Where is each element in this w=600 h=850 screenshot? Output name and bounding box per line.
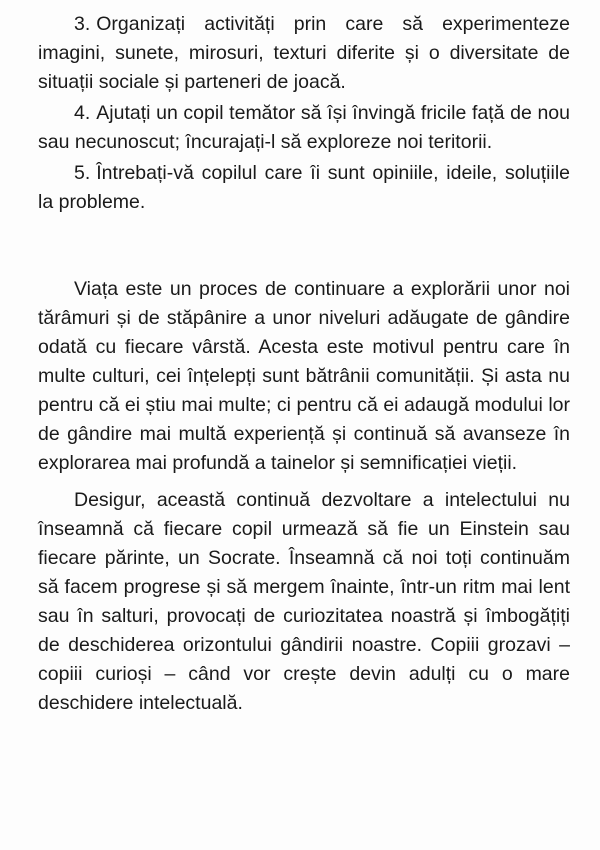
body-text <box>38 275 570 726</box>
list-number: 3. <box>74 13 91 35</box>
paragraph-intellect-development: Desigur, această continuă dezvoltare a intelectului nu înseamnă că fiecare copil urmează să fie un Einstein sau fiecare părinte, un Socrate. Înseamnă că noi toți continuăm să facem progrese și să mergem înainte, într-un ritm mai lent sau în salturi, provocați de curiozitatea noastră și îmbogățiți de deschiderea orizontului gândirii noastre. Copiii grozavi – copiii curioși – când vor crește devin adulți cu o mare deschidere intelectuală. <box>38 489 570 714</box>
list-number: 5. <box>74 162 91 184</box>
list-item-3 <box>38 10 570 97</box>
list-text: Organizați activități prin care să experimenteze imagini, sunete, mirosuri, texturi diferite și o diversitate de situații sociale și parteneri de joacă. <box>38 13 570 93</box>
paragraph-life-exploration: Viața este un proces de continuare a explorării unor noi tărâmuri și de stăpânire a unor niveluri adăugate de gândire odată cu fiecare vârstă. Acesta este motivul pentru care în multe culturi, cei înțelepți sunt bătrânii comunității. Și asta nu pentru că ei știu mai multe; ci pentru că ei adaugă modului lor de gândire mai multă experiență și continuă să avanseze în explorarea mai profundă a tainelor și semnificației vieții. <box>38 278 570 474</box>
list-item-5 <box>38 159 570 217</box>
list-text: Ajutați un copil temător să își învingă fricile față de nou sau necunoscut; încurajați-l să exploreze noi teritorii. <box>38 102 570 153</box>
list-text: Întrebați-vă copilul care îi sunt opiniile, ideile, soluțiile la probleme. <box>38 162 570 213</box>
list-number: 4. <box>74 102 91 124</box>
numbered-list <box>38 10 570 219</box>
list-item-4 <box>38 99 570 157</box>
